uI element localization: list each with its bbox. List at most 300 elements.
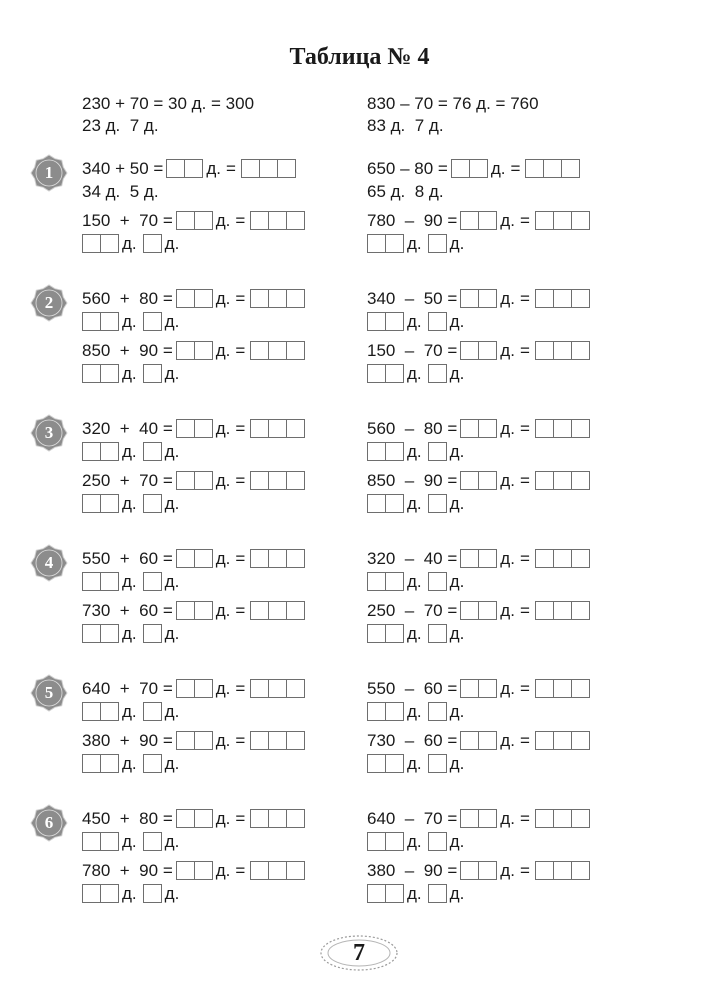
result-answer-boxes[interactable] xyxy=(535,809,590,828)
tens-decomposition-boxes[interactable] xyxy=(367,234,404,253)
task-equation-line xyxy=(82,210,342,231)
answer-box[interactable] xyxy=(100,832,119,851)
result-answer-boxes[interactable] xyxy=(250,211,305,230)
answer-box[interactable] xyxy=(367,494,386,513)
answer-box[interactable] xyxy=(82,624,101,643)
answer-box[interactable] xyxy=(268,679,287,698)
units-decomposition-box[interactable] xyxy=(428,442,447,461)
answer-box[interactable] xyxy=(571,211,590,230)
answer-box[interactable] xyxy=(100,442,119,461)
units-decomposition-box[interactable] xyxy=(143,884,162,903)
answer-box[interactable] xyxy=(82,702,101,721)
answer-box[interactable] xyxy=(428,884,447,903)
tens-decomposition-boxes[interactable] xyxy=(367,884,404,903)
answer-box[interactable] xyxy=(100,702,119,721)
answer-box[interactable] xyxy=(478,471,497,490)
answer-box[interactable] xyxy=(367,832,386,851)
example-decomposition: 23 д. 7 д. xyxy=(82,116,159,135)
answer-box[interactable] xyxy=(553,211,572,230)
answer-box[interactable] xyxy=(143,494,162,513)
tens-decomposition-boxes[interactable] xyxy=(367,702,404,721)
answer-box[interactable] xyxy=(268,419,287,438)
tens-answer-boxes[interactable] xyxy=(176,861,213,880)
answer-box[interactable] xyxy=(553,861,572,880)
answer-box[interactable] xyxy=(268,731,287,750)
answer-box[interactable] xyxy=(143,572,162,591)
answer-box[interactable] xyxy=(286,341,305,360)
task-decomposition-line xyxy=(82,181,342,202)
answer-box[interactable] xyxy=(478,419,497,438)
answer-box[interactable] xyxy=(100,754,119,773)
answer-box[interactable] xyxy=(553,809,572,828)
result-answer-boxes[interactable] xyxy=(250,809,305,828)
answer-box[interactable] xyxy=(82,442,101,461)
task-expression: 780 – 90 = xyxy=(367,210,458,230)
answer-box[interactable] xyxy=(143,442,162,461)
answer-box[interactable] xyxy=(478,549,497,568)
answer-box[interactable] xyxy=(268,601,287,620)
answer-box[interactable] xyxy=(367,364,386,383)
tens-decomposition-boxes[interactable] xyxy=(82,364,119,383)
equals-sign: = xyxy=(225,158,236,178)
answer-box[interactable] xyxy=(460,211,479,230)
task-decomposition-line xyxy=(367,181,627,202)
result-answer-boxes[interactable] xyxy=(535,731,590,750)
answer-box[interactable] xyxy=(367,572,386,591)
answer-box[interactable] xyxy=(535,731,554,750)
units-label: д. xyxy=(164,493,180,513)
answer-box[interactable] xyxy=(561,159,580,178)
task-decomposition-line xyxy=(82,831,342,852)
answer-box[interactable] xyxy=(571,419,590,438)
answer-box[interactable] xyxy=(525,159,544,178)
answer-box[interactable] xyxy=(143,312,162,331)
tens-answer-boxes[interactable] xyxy=(460,289,497,308)
answer-box[interactable] xyxy=(460,601,479,620)
answer-box[interactable] xyxy=(553,419,572,438)
answer-box[interactable] xyxy=(82,364,101,383)
answer-box[interactable] xyxy=(268,861,287,880)
task-expression: 380 – 90 = xyxy=(367,860,458,880)
units-decomposition-box[interactable] xyxy=(143,754,162,773)
answer-box[interactable] xyxy=(385,884,404,903)
answer-box[interactable] xyxy=(535,809,554,828)
answer-box[interactable] xyxy=(143,364,162,383)
result-answer-boxes[interactable] xyxy=(250,549,305,568)
answer-box[interactable] xyxy=(286,419,305,438)
answer-box[interactable] xyxy=(553,549,572,568)
units-decomposition-box[interactable] xyxy=(143,442,162,461)
units-decomposition-box[interactable] xyxy=(143,312,162,331)
answer-box[interactable] xyxy=(478,341,497,360)
answer-box[interactable] xyxy=(571,549,590,568)
answer-box[interactable] xyxy=(478,679,497,698)
answer-box[interactable] xyxy=(250,211,269,230)
answer-box[interactable] xyxy=(571,471,590,490)
units-decomposition-box[interactable] xyxy=(428,832,447,851)
exercise-task xyxy=(367,210,627,254)
answer-box[interactable] xyxy=(250,471,269,490)
tens-answer-boxes[interactable] xyxy=(460,549,497,568)
task-decomposition-line xyxy=(82,571,342,592)
result-answer-boxes[interactable] xyxy=(250,731,305,750)
answer-box[interactable] xyxy=(176,471,195,490)
answer-box[interactable] xyxy=(143,702,162,721)
tens-label: д. xyxy=(500,340,515,360)
tens-answer-boxes[interactable] xyxy=(460,341,497,360)
tens-decomposition-boxes[interactable] xyxy=(367,832,404,851)
units-decomposition-box[interactable] xyxy=(143,234,162,253)
answer-box[interactable] xyxy=(250,809,269,828)
answer-box[interactable] xyxy=(385,364,404,383)
answer-box[interactable] xyxy=(553,601,572,620)
tens-answer-boxes[interactable] xyxy=(460,211,497,230)
task-decomposition-line xyxy=(82,493,342,514)
answer-box[interactable] xyxy=(250,731,269,750)
result-answer-boxes[interactable] xyxy=(535,601,590,620)
tens-decomposition-boxes[interactable] xyxy=(367,442,404,461)
answer-box[interactable] xyxy=(143,884,162,903)
answer-box[interactable] xyxy=(176,549,195,568)
answer-box[interactable] xyxy=(286,211,305,230)
units-decomposition-box[interactable] xyxy=(428,702,447,721)
answer-box[interactable] xyxy=(286,809,305,828)
answer-box[interactable] xyxy=(176,419,195,438)
answer-box[interactable] xyxy=(176,289,195,308)
answer-box[interactable] xyxy=(143,624,162,643)
answer-box[interactable] xyxy=(194,861,213,880)
result-answer-boxes[interactable] xyxy=(535,341,590,360)
task-decomposition-line xyxy=(367,623,627,644)
answer-box[interactable] xyxy=(176,679,195,698)
answer-box[interactable] xyxy=(428,754,447,773)
answer-box[interactable] xyxy=(143,832,162,851)
units-decomposition-box[interactable] xyxy=(428,624,447,643)
answer-box[interactable] xyxy=(82,884,101,903)
units-decomposition-box[interactable] xyxy=(143,702,162,721)
answer-box[interactable] xyxy=(286,289,305,308)
answer-box[interactable] xyxy=(176,341,195,360)
tens-answer-boxes[interactable] xyxy=(460,679,497,698)
answer-box[interactable] xyxy=(268,809,287,828)
answer-box[interactable] xyxy=(428,624,447,643)
answer-box[interactable] xyxy=(194,341,213,360)
answer-box[interactable] xyxy=(460,419,479,438)
answer-box[interactable] xyxy=(194,679,213,698)
answer-box[interactable] xyxy=(286,861,305,880)
answer-box[interactable] xyxy=(268,341,287,360)
units-decomposition-box[interactable] xyxy=(143,832,162,851)
tens-answer-boxes[interactable] xyxy=(460,731,497,750)
answer-box[interactable] xyxy=(543,159,562,178)
answer-box[interactable] xyxy=(385,312,404,331)
answer-box[interactable] xyxy=(166,159,185,178)
tens-decomposition-boxes[interactable] xyxy=(367,364,404,383)
units-decomposition-box[interactable] xyxy=(143,624,162,643)
answer-box[interactable] xyxy=(571,341,590,360)
answer-box[interactable] xyxy=(553,289,572,308)
units-decomposition-box[interactable] xyxy=(428,754,447,773)
answer-box[interactable] xyxy=(194,419,213,438)
result-answer-boxes[interactable] xyxy=(241,159,296,178)
answer-box[interactable] xyxy=(241,159,260,178)
answer-box[interactable] xyxy=(100,884,119,903)
result-answer-boxes[interactable] xyxy=(250,471,305,490)
answer-box[interactable] xyxy=(571,289,590,308)
tens-answer-boxes[interactable] xyxy=(176,679,213,698)
answer-box[interactable] xyxy=(286,601,305,620)
answer-box[interactable] xyxy=(478,861,497,880)
answer-box[interactable] xyxy=(385,572,404,591)
answer-box[interactable] xyxy=(194,809,213,828)
answer-box[interactable] xyxy=(535,549,554,568)
result-answer-boxes[interactable] xyxy=(535,419,590,438)
answer-box[interactable] xyxy=(268,289,287,308)
result-answer-boxes[interactable] xyxy=(535,289,590,308)
answer-box[interactable] xyxy=(100,624,119,643)
tens-answer-boxes[interactable] xyxy=(451,159,488,178)
answer-box[interactable] xyxy=(553,471,572,490)
result-answer-boxes[interactable] xyxy=(525,159,580,178)
answer-box[interactable] xyxy=(367,442,386,461)
answer-box[interactable] xyxy=(460,341,479,360)
tens-answer-boxes[interactable] xyxy=(176,341,213,360)
result-answer-boxes[interactable] xyxy=(250,861,305,880)
answer-box[interactable] xyxy=(428,832,447,851)
answer-box[interactable] xyxy=(268,471,287,490)
answer-box[interactable] xyxy=(460,809,479,828)
answer-box[interactable] xyxy=(478,601,497,620)
answer-box[interactable] xyxy=(571,601,590,620)
result-answer-boxes[interactable] xyxy=(250,289,305,308)
answer-box[interactable] xyxy=(82,312,101,331)
tens-answer-boxes[interactable] xyxy=(460,861,497,880)
answer-box[interactable] xyxy=(250,601,269,620)
answer-box[interactable] xyxy=(571,861,590,880)
units-decomposition-box[interactable] xyxy=(428,494,447,513)
result-answer-boxes[interactable] xyxy=(535,211,590,230)
tens-answer-boxes[interactable] xyxy=(176,731,213,750)
answer-box[interactable] xyxy=(428,442,447,461)
answer-box[interactable] xyxy=(451,159,470,178)
answer-box[interactable] xyxy=(571,731,590,750)
answer-box[interactable] xyxy=(100,234,119,253)
answer-box[interactable] xyxy=(277,159,296,178)
answer-box[interactable] xyxy=(250,419,269,438)
result-answer-boxes[interactable] xyxy=(535,549,590,568)
answer-box[interactable] xyxy=(535,471,554,490)
answer-box[interactable] xyxy=(571,809,590,828)
answer-box[interactable] xyxy=(367,754,386,773)
answer-box[interactable] xyxy=(250,861,269,880)
tens-answer-boxes[interactable] xyxy=(176,601,213,620)
answer-box[interactable] xyxy=(385,832,404,851)
answer-box[interactable] xyxy=(286,549,305,568)
units-decomposition-box[interactable] xyxy=(143,364,162,383)
tens-answer-boxes[interactable] xyxy=(460,419,497,438)
answer-box[interactable] xyxy=(250,289,269,308)
answer-box[interactable] xyxy=(428,494,447,513)
answer-box[interactable] xyxy=(184,159,203,178)
tens-answer-boxes[interactable] xyxy=(176,809,213,828)
answer-box[interactable] xyxy=(176,861,195,880)
answer-box[interactable] xyxy=(250,341,269,360)
answer-box[interactable] xyxy=(460,731,479,750)
tens-answer-boxes[interactable] xyxy=(460,601,497,620)
tens-answer-boxes[interactable] xyxy=(460,809,497,828)
answer-box[interactable] xyxy=(460,861,479,880)
answer-box[interactable] xyxy=(176,809,195,828)
answer-box[interactable] xyxy=(460,549,479,568)
answer-box[interactable] xyxy=(100,312,119,331)
answer-box[interactable] xyxy=(535,419,554,438)
exercise-task xyxy=(82,678,342,722)
answer-box[interactable] xyxy=(535,289,554,308)
answer-box[interactable] xyxy=(478,809,497,828)
answer-box[interactable] xyxy=(460,289,479,308)
tens-answer-boxes[interactable] xyxy=(176,289,213,308)
answer-box[interactable] xyxy=(385,754,404,773)
answer-box[interactable] xyxy=(428,572,447,591)
answer-box[interactable] xyxy=(82,234,101,253)
equals-sign: = xyxy=(519,210,530,230)
answer-box[interactable] xyxy=(553,679,572,698)
answer-box[interactable] xyxy=(194,601,213,620)
answer-box[interactable] xyxy=(553,731,572,750)
answer-box[interactable] xyxy=(268,211,287,230)
result-answer-boxes[interactable] xyxy=(250,679,305,698)
task-decomposition-line xyxy=(82,753,342,774)
result-answer-boxes[interactable] xyxy=(535,471,590,490)
tens-answer-boxes[interactable] xyxy=(176,549,213,568)
tens-decomposition-boxes[interactable] xyxy=(82,494,119,513)
answer-box[interactable] xyxy=(469,159,488,178)
tens-answer-boxes[interactable] xyxy=(166,159,203,178)
answer-box[interactable] xyxy=(286,731,305,750)
task-decomposition-line xyxy=(82,441,342,462)
answer-box[interactable] xyxy=(478,731,497,750)
result-answer-boxes[interactable] xyxy=(250,341,305,360)
tens-decomposition-boxes[interactable] xyxy=(367,312,404,331)
answer-box[interactable] xyxy=(268,549,287,568)
answer-box[interactable] xyxy=(82,754,101,773)
answer-box[interactable] xyxy=(286,679,305,698)
tens-decomposition-boxes[interactable] xyxy=(367,624,404,643)
answer-box[interactable] xyxy=(460,471,479,490)
answer-box[interactable] xyxy=(367,702,386,721)
answer-box[interactable] xyxy=(385,624,404,643)
tens-decomposition-boxes[interactable] xyxy=(82,702,119,721)
tens-answer-boxes[interactable] xyxy=(176,419,213,438)
units-decomposition-box[interactable] xyxy=(428,234,447,253)
answer-box[interactable] xyxy=(286,471,305,490)
answer-box[interactable] xyxy=(194,211,213,230)
answer-box[interactable] xyxy=(194,471,213,490)
tens-decomposition-boxes[interactable] xyxy=(82,624,119,643)
result-answer-boxes[interactable] xyxy=(535,861,590,880)
answer-box[interactable] xyxy=(100,494,119,513)
answer-box[interactable] xyxy=(535,861,554,880)
tens-decomposition-boxes[interactable] xyxy=(82,754,119,773)
answer-box[interactable] xyxy=(259,159,278,178)
units-decomposition-box[interactable] xyxy=(428,312,447,331)
answer-box[interactable] xyxy=(535,341,554,360)
result-answer-boxes[interactable] xyxy=(250,419,305,438)
answer-box[interactable] xyxy=(250,679,269,698)
units-decomposition-box[interactable] xyxy=(428,572,447,591)
units-decomposition-box[interactable] xyxy=(428,884,447,903)
answer-box[interactable] xyxy=(460,679,479,698)
answer-box[interactable] xyxy=(478,289,497,308)
answer-box[interactable] xyxy=(535,601,554,620)
units-decomposition-box[interactable] xyxy=(143,494,162,513)
tens-decomposition-boxes[interactable] xyxy=(82,572,119,591)
answer-box[interactable] xyxy=(428,234,447,253)
answer-box[interactable] xyxy=(428,312,447,331)
answer-box[interactable] xyxy=(367,624,386,643)
tens-decomposition-boxes[interactable] xyxy=(82,884,119,903)
tens-decomposition-boxes[interactable] xyxy=(367,494,404,513)
units-decomposition-box[interactable] xyxy=(428,364,447,383)
answer-box[interactable] xyxy=(82,494,101,513)
answer-box[interactable] xyxy=(176,731,195,750)
tens-decomposition-boxes[interactable] xyxy=(367,754,404,773)
answer-box[interactable] xyxy=(571,679,590,698)
answer-box[interactable] xyxy=(367,884,386,903)
answer-box[interactable] xyxy=(250,549,269,568)
answer-box[interactable] xyxy=(553,341,572,360)
tens-decomposition-boxes[interactable] xyxy=(82,312,119,331)
answer-box[interactable] xyxy=(143,754,162,773)
tens-decomposition-boxes[interactable] xyxy=(82,442,119,461)
tens-decomposition-boxes[interactable] xyxy=(82,832,119,851)
answer-box[interactable] xyxy=(100,572,119,591)
tens-answer-boxes[interactable] xyxy=(176,471,213,490)
units-label: д. xyxy=(449,571,465,591)
answer-box[interactable] xyxy=(428,364,447,383)
answer-box[interactable] xyxy=(385,702,404,721)
tens-answer-boxes[interactable] xyxy=(460,471,497,490)
tens-decomposition-boxes[interactable] xyxy=(82,234,119,253)
result-answer-boxes[interactable] xyxy=(535,679,590,698)
tens-answer-boxes[interactable] xyxy=(176,211,213,230)
equals-sign: = xyxy=(235,210,246,230)
answer-box[interactable] xyxy=(194,549,213,568)
units-decomposition-box[interactable] xyxy=(143,572,162,591)
answer-box[interactable] xyxy=(535,211,554,230)
answer-box[interactable] xyxy=(82,572,101,591)
answer-box[interactable] xyxy=(194,731,213,750)
answer-box[interactable] xyxy=(100,364,119,383)
answer-box[interactable] xyxy=(478,211,497,230)
answer-box[interactable] xyxy=(176,601,195,620)
answer-box[interactable] xyxy=(385,494,404,513)
answer-box[interactable] xyxy=(367,312,386,331)
answer-box[interactable] xyxy=(385,234,404,253)
answer-box[interactable] xyxy=(143,234,162,253)
result-answer-boxes[interactable] xyxy=(250,601,305,620)
tens-label: д. xyxy=(407,753,422,773)
tens-decomposition-boxes[interactable] xyxy=(367,572,404,591)
answer-box[interactable] xyxy=(194,289,213,308)
answer-box[interactable] xyxy=(428,702,447,721)
answer-box[interactable] xyxy=(535,679,554,698)
answer-box[interactable] xyxy=(176,211,195,230)
answer-box[interactable] xyxy=(82,832,101,851)
answer-box[interactable] xyxy=(367,234,386,253)
task-decomposition-line xyxy=(82,363,342,384)
answer-box[interactable] xyxy=(385,442,404,461)
